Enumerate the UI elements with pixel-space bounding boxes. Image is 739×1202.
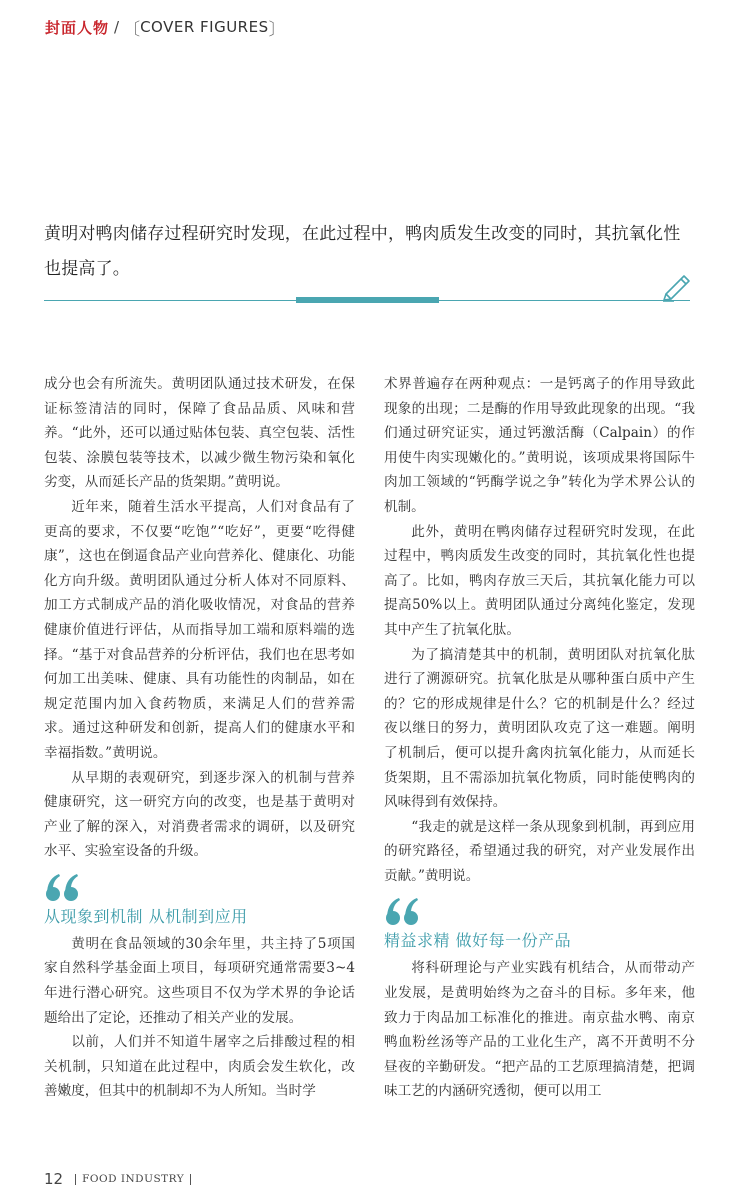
- section-title-en: COVER FIGURES: [140, 18, 269, 36]
- section-header: [45, 14, 286, 40]
- pencil-icon: [660, 268, 694, 302]
- paragraph: 为了搞清楚其中的机制，黄明团队对抗氧化肽进行了溯源研究。抗氧化肽是从哪种蛋白质中产生的？它的形成规律是什么？它的机制是什么？经过夜以继日的努力，黄明团队攻克了这一难题。阐明了机制后，便可以提升禽肉抗氧化能力，从而延长货架期，且不需添加抗氧化物质，同时能使鸭肉的风味得到有效保持。: [384, 646, 695, 811]
- paragraph: “我走的就是这样一条从现象到机制，再到应用的研究路径，希望通过我的研究，对产业发展作出贡献。”黄明说。: [384, 818, 695, 884]
- paragraph: 黄明在食品领域的30余年里，共主持了5项国家自然科学基金面上项目，每项研究通常需要3~4年进行潜心研究。这些项目不仅为学术界的争论话题给出了定论，还推动了相关产业的发展。: [44, 935, 355, 1026]
- paragraph: 从早期的表观研究，到逐步深入的机制与营养健康研究，这一研究方向的改变，也是基于黄明对产业了解的深入，对消费者需求的调研，以及研究水平、实验室设备的升级。: [44, 769, 355, 860]
- footer-divider: [190, 1174, 191, 1185]
- page-number: 12: [44, 1170, 64, 1188]
- right-column: [384, 372, 695, 1104]
- divider-accent: [296, 297, 439, 303]
- page-footer: [44, 1170, 197, 1188]
- left-column: [44, 372, 355, 1104]
- paragraph: 术界普遍存在两种观点：一是钙离子的作用导致此现象的出现；二是酶的作用导致此现象的出现。“我们通过研究证实，通过钙激活酶（Calpain）的作用使牛肉实现嫩化的。”黄明说，该项成果将国际牛肉加工领域的“钙酶学说之争”转化为学术界公认的机制。: [384, 376, 695, 515]
- paragraph: 以前，人们并不知道牛屠宰之后排酸过程的相关机制，只知道在此过程中，肉质会发生软化，改善嫩度，但其中的机制却不为人所知。当时学: [44, 1034, 355, 1100]
- paragraph: 近年来，随着生活水平提高，人们对食品有了更高的要求，不仅要“吃饱”“吃好”，更要“吃得健康”，这也在倒逼食品产业向营养化、健康化、功能化方向升级。黄明团队通过分析人体对不同原料、加工方式制成产品的消化吸收情况，对食品的营养健康价值进行评估，从而指导加工端和原料端的选择。“基于对食品营养的分析评估，我们也在思考如何加工出美味、健康、具有功能性的肉制品，如在规定范围内加入食药物质，来满足人们的营养需求。通过这种研发和创新，提高人们的健康水平和幸福指数。”黄明说。: [44, 498, 355, 761]
- footer-divider: [75, 1174, 76, 1185]
- quote-icon: [384, 896, 424, 926]
- pull-quote: 黄明对鸭肉储存过程研究时发现，在此过程中，鸭肉质发生改变的同时，其抗氧化性也提高了。: [44, 224, 681, 279]
- subheading: 精益求精 做好每一份产品: [384, 931, 572, 951]
- bracket-open: 〔: [123, 19, 141, 40]
- magazine-name: FOOD INDUSTRY: [82, 1173, 185, 1185]
- quote-icon: [44, 872, 84, 902]
- paragraph: 将科研理论与产业实践有机结合，从而带动产业发展，是黄明始终为之奋斗的目标。多年来，他致力于肉品加工标准化的推进。南京盐水鸭、南京鸭血粉丝汤等产品的工业化生产，离不开黄明不分昼夜的辛勤研发。“把产品的工艺原理搞清楚，把调味工艺的内涵研究透彻，便可以用工: [384, 960, 695, 1100]
- section-title-cn: 封面人物: [45, 18, 110, 37]
- header-separator: /: [114, 18, 120, 36]
- paragraph: 成分也会有所流失。黄明团队通过技术研发，在保证标签清洁的同时，保障了食品品质、风味和营养。“此外，还可以通过贴体包装、真空包装、活性包装、涂膜包装等技术，以减少微生物污染和氧化劣变，从而延长产品的货架期。”黄明说。: [44, 376, 355, 491]
- subheading: 从现象到机制 从机制到应用: [44, 906, 248, 926]
- paragraph: 此外，黄明在鸭肉储存过程研究时发现，在此过程中，鸭肉质发生改变的同时，其抗氧化性也提高了。比如，鸭肉存放三天后，其抗氧化能力可以提高50%以上。黄明团队通过分离纯化鉴定，发现其中产生了抗氧化肽。: [384, 523, 695, 638]
- bracket-close: 〕: [268, 19, 286, 40]
